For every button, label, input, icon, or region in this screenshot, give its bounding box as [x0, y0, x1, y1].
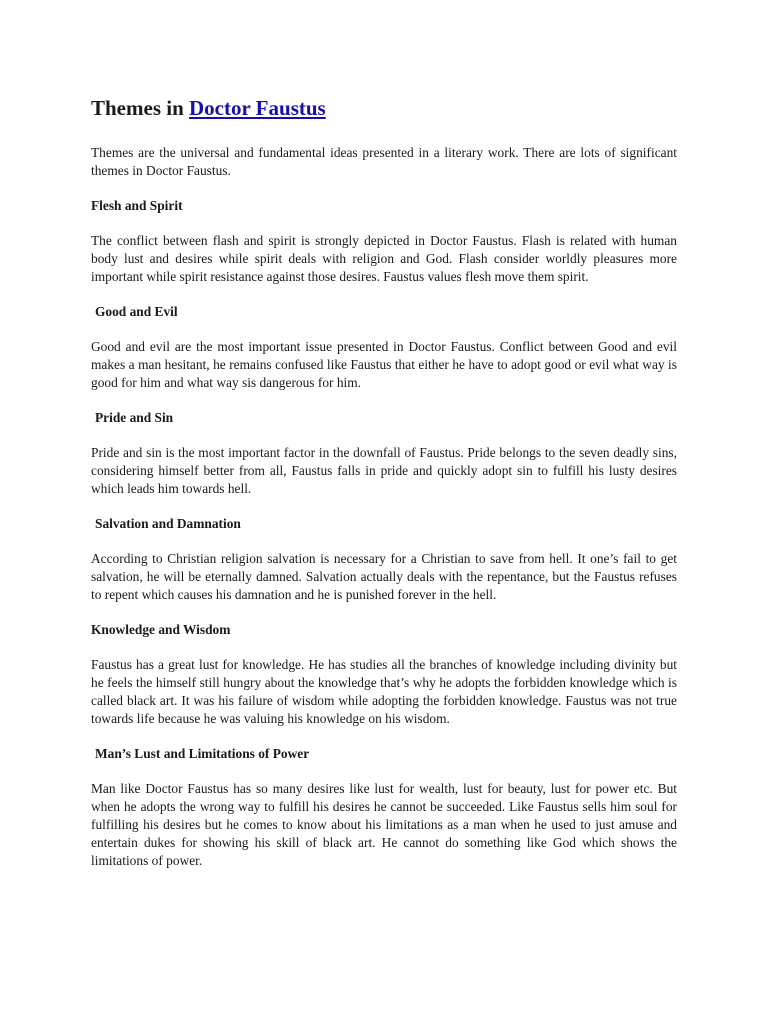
section-heading-knowledge-and-wisdom: Knowledge and Wisdom: [91, 622, 231, 637]
section-body-knowledge-and-wisdom: Faustus has a great lust for knowledge. He has studies all the branches of knowledge including divinity but he feels the himself still hungry about the knowledge that’s why he adopts the forbidden knowledge which is called black art. It was his failure of wisdom while adopting the forbidden knowledge. Faustus was not true towards life because he was valuing his knowledge on his wisdom.: [91, 657, 677, 726]
title-prefix: Themes in: [91, 96, 190, 120]
section-body-mans-lust: Man like Doctor Faustus has so many desires like lust for wealth, lust for beauty, lust for power etc. But when he adopts the wrong way to fulfill his desires he cannot be succeeded. Like Faustus sells him soul for fulfilling his desires but he comes to know about his limitations as a man when he used to just amuse and entertain dukes for showing his skill of black art. He cannot do something like God which shows the limitations of power.: [91, 781, 677, 868]
section-heading-pride-and-sin: Pride and Sin: [95, 410, 174, 425]
section-body-pride-and-sin: Pride and sin is the most important factor in the downfall of Faustus. Pride belongs to the seven deadly sins, considering himself better from all, Faustus falls in pride and quickly adopt sin to fulfill his lusty desires which leads him towards hell.: [91, 445, 677, 496]
section-body-salvation-and-damnation: According to Christian religion salvation is necessary for a Christian to save from hell. It one’s fail to get salvation, he will be eternally damned. Salvation actually deals with the repentance, but the Faustus refuses to repent which causes his damnation and he is punished forever in the hell.: [91, 551, 677, 602]
document-page: [91, 94, 677, 870]
intro-paragraph: Themes are the universal and fundamental ideas presented in a literary work. There are lots of significant themes in Doctor Faustus.: [91, 145, 677, 178]
section-heading-flesh-and-spirit: Flesh and Spirit: [91, 198, 183, 213]
section-heading-good-and-evil: Good and Evil: [95, 304, 178, 319]
page-title: [91, 94, 677, 122]
section-body-good-and-evil: Good and evil are the most important issue presented in Doctor Faustus. Conflict between Good and evil makes a man hesitant, he remains confused like Faustus that either he have to adopt good or evil what way is good for him and what way sis dangerous for him.: [91, 339, 677, 390]
section-heading-salvation-and-damnation: Salvation and Damnation: [95, 516, 241, 531]
title-link[interactable]: Doctor Faustus: [189, 96, 326, 120]
section-heading-mans-lust: Man’s Lust and Limitations of Power: [95, 746, 310, 761]
section-body-flesh-and-spirit: The conflict between flash and spirit is strongly depicted in Doctor Faustus. Flash is related with human body lust and desires while spirit deals with religion and God. Flash consider worldly pleasures more important while spirit resistance against those desires. Faustus values flesh move them spirit.: [91, 233, 677, 284]
